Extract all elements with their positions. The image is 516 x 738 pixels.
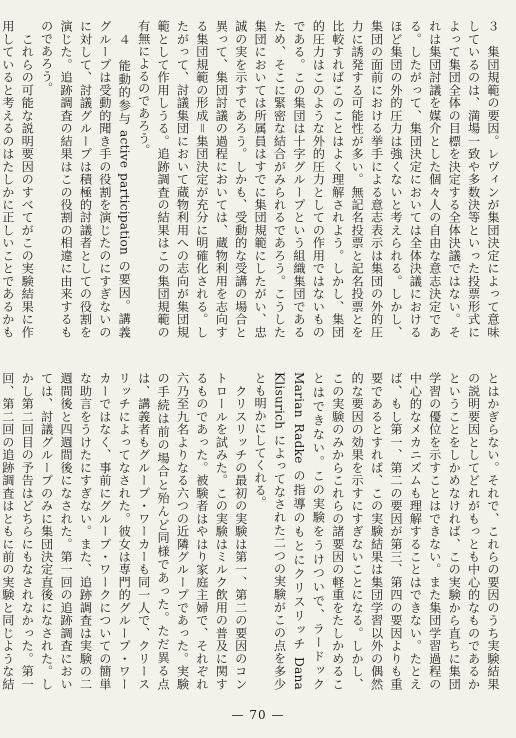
- text-block-upper: ３ 集団規範の要因。レヴィンが集団決定によって意味しているのは、満場一致や多数決等といった投票形式によって集団全体の目標を決定する全体決議ではない。それは集団討議を媒介とした個々人の自由な意志決定である。したがって、集団決定においては全体決議におけるほど集団の外的圧力は強くないと考えられる。しかし、集団の面前における挙手による意志表示は集団の外的圧力に誘発する可能性が多い。無記名投票と記名投票とを比較すればこのことはよく理解されよう。しかし、集団的圧力はこのような外的圧力としての作用ではないものである。この集団は十字グループという組織集団であるため、そこに緊密な結合がみられるであろう。こうした集団においては所属員はすでに集団規範にしたがい、忠誠の実を示すであろう。しかも、受動的な受講の場合と異って、集団討議の過程においては、蔵物利用を志向する集団規範の形成＝集団決定が充分に明確化される。したがって、討議集団において蔵物利用への志向が集団規範として作用しうる。追跡調査の結果はこの集団規範の有無によるのであろう。 ４ 能動的参与 active participation の要因。講義グループは受動的聞き手の役割を演じたのにすぎないのに対して、討議グループは積極的討議者としての役割を演じた。追跡調査の結果はこの役割の相違に由来するものであろう。 これらの可能な説明要因のすべてがこの実験結果に作用していると考えるのはたしかに正しいことであるかも: [0, 20, 500, 338]
- text-block-lower: とはかぎらない。それで、これらの要因のうち実験結果の説明要因としてどれがもっとも中心的なものであるかということをしかめなければ、この実験から直ちに集団学習の優位を示すことはできない。また集団学習過程の中心的なメカニズムも理解することはできない。たとえば、もし第一、第二の要因が第三、第四の要因よりも重要であるとすれば、この実験結果は集団学習以外の偶然的な要因の効果を示すにすぎないことになる。しかし、この実験のみからこれらの諸要因の軽重をたしかめることはできない。この実験をうけついで、ラードック Marian Radke の指導のもとにクリスリッチ Dana Klisurich によってなされた二つの実験がこの点を多少とも明かにしてくれる。 クリスリッチの最初の実験は第一、第二の要因のコントロールを試みた。この実験はミルク飲用の普及に関するものであった。被験者はやはり家庭主婦で、それぞれ六乃至九名よりなる六つの近隣グループであった。実験の手続は前の場合と殆んど同様であった。ただ異る点は、講義者もグループ・ワーカーも同一人で、クリースリッチによってなされた。彼女は専門的グループ・ワーカーではなく、事前にグループ・ワークについての簡単な助言をうけたにすぎない。また、追跡調査は実験の二週間後と四週間後になされた。第一回の追跡調査においては、討議グループのみに集団決定直後になされた。しかし第二回目の予告はどちらにもなされなかった。第一回、第二回の追跡調査はともに前の実験と同じような結: [0, 372, 500, 690]
- section-divider: [12, 352, 502, 353]
- page-number: — 70 —: [231, 708, 285, 722]
